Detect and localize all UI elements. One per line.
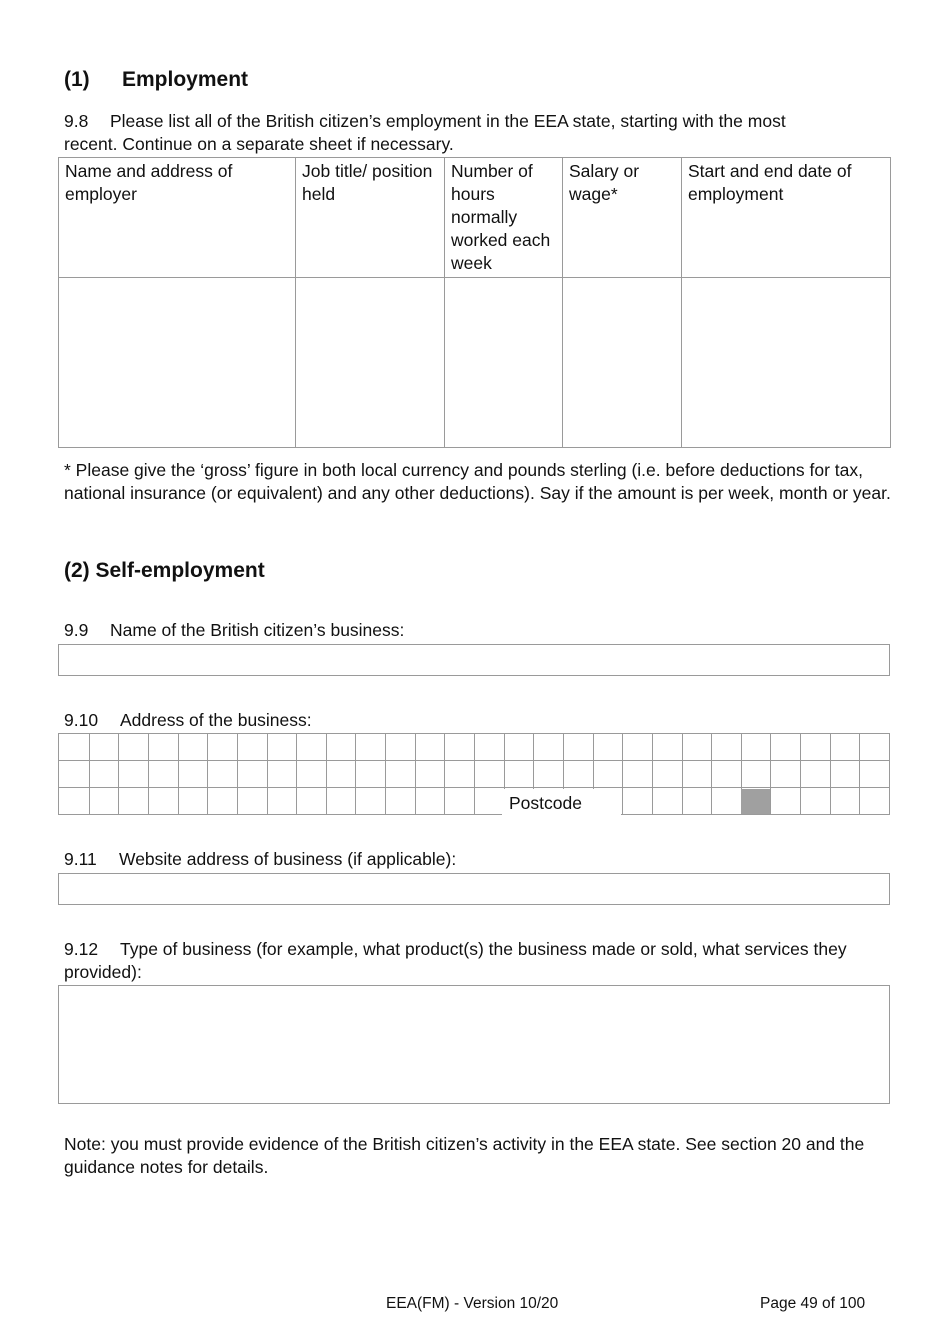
postcode-label: Postcode [502, 789, 621, 816]
grid-column-divider [89, 734, 90, 814]
grid-column-divider [385, 734, 386, 814]
salary-footnote: * Please give the ‘gross’ figure in both local currency and pounds sterling (i.e. before deductions for tax, national insurance (or equivalent) and any other deductions). Say if the amount is per week, month or year. [64, 460, 891, 503]
hours-input-cell[interactable] [445, 278, 563, 448]
grid-column-divider [682, 734, 683, 814]
col-employer: Name and address of employer [59, 158, 296, 278]
grid-column-divider [859, 734, 860, 814]
question-number: 9.10 [64, 710, 99, 730]
employment-heading-number: (1) [64, 68, 90, 91]
col-salary: Salary or wage* [563, 158, 682, 278]
job-title-input-cell[interactable] [296, 278, 445, 448]
grid-column-divider [444, 734, 445, 814]
table-row [59, 278, 891, 448]
question-label: Address of the business: [120, 710, 312, 730]
grid-column-divider [148, 734, 149, 814]
col-dates: Start and end date of employment [682, 158, 891, 278]
employment-heading-title: Employment [122, 68, 249, 91]
question-9-8 [64, 110, 894, 156]
grid-column-divider [296, 734, 297, 814]
question-label: Website address of business (if applicable): [119, 849, 457, 869]
self-employment-heading: (2) Self-employment [64, 559, 265, 582]
grid-column-divider [830, 734, 831, 814]
grid-column-divider [178, 734, 179, 814]
evidence-note: Note: you must provide evidence of the British citizen’s activity in the EEA state. See section 20 and the guidance notes for details. [64, 1134, 865, 1177]
website-field[interactable] [58, 873, 890, 905]
grid-column-divider [415, 734, 416, 814]
business-type-field[interactable] [58, 985, 890, 1104]
business-name-field[interactable] [58, 644, 890, 676]
col-hours: Number of hours normally worked each week [445, 158, 563, 278]
question-number: 9.11 [64, 849, 97, 869]
question-text-line1: Please list all of the British citizen’s employment in the EEA state, starting with the most [110, 111, 786, 131]
question-9-12 [64, 938, 894, 984]
question-9-11 [64, 848, 456, 871]
page-number: Page 49 of 100 [760, 1295, 866, 1312]
grid-column-divider [355, 734, 356, 814]
question-number: 9.12 [64, 939, 99, 959]
col-job-title: Job title/ position held [296, 158, 445, 278]
question-label: Name of the British citizen’s business: [110, 620, 405, 640]
grid-column-divider [326, 734, 327, 814]
grid-column-divider [207, 734, 208, 814]
employment-heading [64, 68, 248, 92]
table-header-row [59, 158, 891, 278]
postcode-separator-cell [741, 789, 770, 814]
grid-column-divider [474, 734, 475, 814]
question-text-line2: recent. Continue on a separate sheet if necessary. [64, 134, 454, 154]
grid-column-divider [770, 734, 771, 814]
grid-column-divider [237, 734, 238, 814]
dates-input-cell[interactable] [682, 278, 891, 448]
grid-column-divider [622, 734, 623, 814]
question-number: 9.9 [64, 620, 89, 640]
form-version: EEA(FM) - Version 10/20 [386, 1295, 559, 1312]
grid-column-divider [652, 734, 653, 814]
grid-column-divider [800, 734, 801, 814]
business-address-grid[interactable] [58, 733, 890, 815]
question-9-10 [64, 709, 312, 732]
question-label: Type of business (for example, what product(s) the business made or sold, what services they provided): [64, 939, 847, 982]
grid-column-divider [267, 734, 268, 814]
employer-input-cell[interactable] [59, 278, 296, 448]
question-number: 9.8 [64, 111, 89, 131]
employment-table [58, 157, 891, 448]
grid-column-divider [711, 734, 712, 814]
grid-column-divider [118, 734, 119, 814]
salary-input-cell[interactable] [563, 278, 682, 448]
question-9-9 [64, 619, 404, 642]
